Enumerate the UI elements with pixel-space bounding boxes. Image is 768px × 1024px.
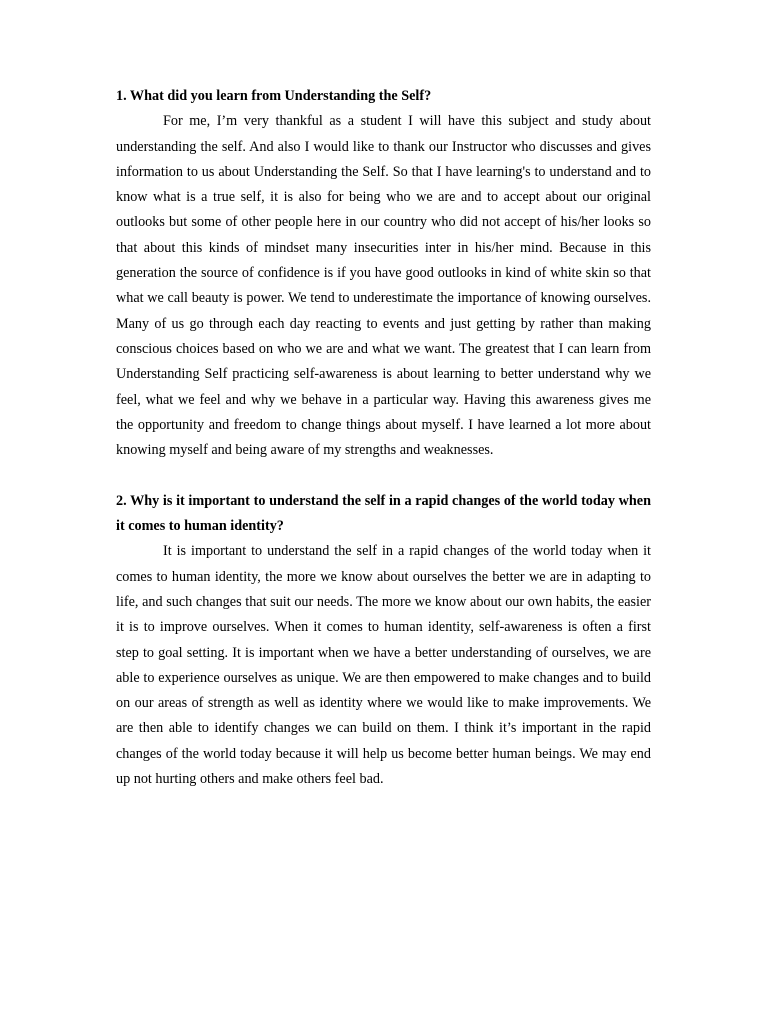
answer-1: For me, I’m very thankful as a student I will have this subject and study about understanding the self. And also I would like to thank our Instructor who discusses and gives information to us about Understanding the Self. So that I have learning's to understand and to know what is a true self, it is also for being who we are and to accept about our original outlooks but some of other people here in our country who did not accept of his/her looks so that about this kinds of mindset many insecurities inter in his/her mind. Because in this generation the source of confidence is if you have good outlooks in kind of white skin so that what we call beauty is power. We tend to underestimate the importance of knowing ourselves. Many of us go through each day reacting to events and just getting by rather than making conscious choices based on who we are and what we want. The greatest that I can learn from Understanding Self practicing self-awareness is about learning to better understand why we feel, what we feel and why we behave in a particular way. Having this awareness gives me the opportunity and freedom to change things about myself. I have learned a lot more about knowing myself and being aware of my strengths and weaknesses. xyxy=(116,113,651,459)
question-2: 2. Why is it important to understand the self in a rapid changes of the world today when it comes to human identity? xyxy=(116,492,651,535)
document-page xyxy=(116,84,651,792)
section-spacer xyxy=(116,463,651,488)
question-1: 1. What did you learn from Understanding the Self? xyxy=(116,88,432,104)
answer-2: It is important to understand the self in a rapid changes of the world today when it comes to human identity, the more we know about ourselves the better we are in adapting to life, and such changes that suit our needs. The more we know about our own habits, the easier it is to improve ourselves. When it comes to human identity, self-awareness is often a first step to goal setting. It is important when we have a better understanding of ourselves, we are able to experience ourselves as unique. We are then empowered to make changes and to build on our areas of strength as well as identity where we would like to make improvements. We are then able to identify changes we can build on them. I think it’s important in the rapid changes of the world today because it will help us become better human beings. We may end up not hurting others and make others feel bad. xyxy=(116,543,651,788)
